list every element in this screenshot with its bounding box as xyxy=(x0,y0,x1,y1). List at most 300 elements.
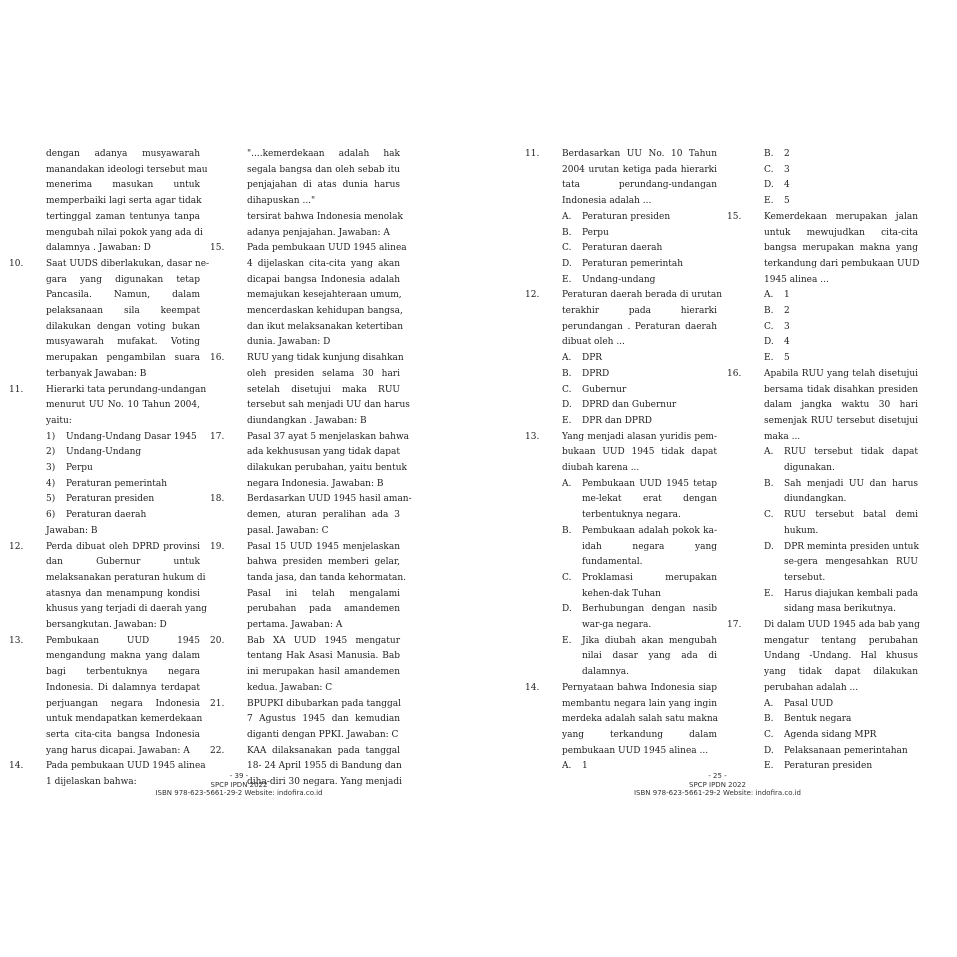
text-line xyxy=(764,509,918,521)
line-text: Undang -Undang. Hal khusus xyxy=(764,651,918,662)
line-text: 18- 24 April 1955 di Bandung dan xyxy=(247,761,402,772)
line-text: untuk mewujudkan cita-cita xyxy=(764,227,918,238)
text-line xyxy=(562,588,717,600)
line-text: khusus yang terjadi di daerah yang xyxy=(46,604,207,615)
option-marker: E. xyxy=(562,274,572,285)
line-text: DPR xyxy=(582,353,603,364)
line-text: 2 xyxy=(784,149,790,159)
text-line xyxy=(562,745,717,757)
text-line xyxy=(764,274,918,286)
line-text: DPR meminta presiden untuk xyxy=(784,541,919,552)
text-line xyxy=(247,650,400,662)
text-line xyxy=(562,399,717,411)
line-text: sidang masa berikutnya. xyxy=(784,604,897,615)
option-marker: B. xyxy=(562,227,572,238)
line-text: Peraturan presiden xyxy=(66,494,155,505)
option-marker: D. xyxy=(764,180,774,191)
line-text: diundangkan . Jawaban: B xyxy=(247,415,367,426)
option-marker: 5) xyxy=(46,494,56,505)
text-line xyxy=(46,368,200,380)
text-line xyxy=(764,289,918,301)
text-line xyxy=(764,164,918,176)
text-line xyxy=(210,635,400,647)
text-line xyxy=(247,336,400,348)
text-line xyxy=(46,666,200,678)
text-line xyxy=(46,572,206,584)
question-number: 22. xyxy=(210,745,225,756)
line-text: bahwa presiden memberi gelar, xyxy=(247,557,400,568)
option-marker: D. xyxy=(764,745,774,756)
line-text: bersangkutan. Jawaban: D xyxy=(46,620,167,630)
line-text: DPR dan DPRD xyxy=(582,415,652,426)
line-text: dibuat oleh ... xyxy=(562,337,625,348)
text-line xyxy=(46,211,200,223)
option-marker: D. xyxy=(562,604,572,615)
line-text: mengandung makna yang dalam xyxy=(46,651,200,662)
line-text: Berdasarkan UUD 1945 hasil aman- xyxy=(247,494,412,505)
question-number: 14. xyxy=(525,682,540,693)
line-text: Pernyataan bahwa Indonesia siap xyxy=(562,682,717,693)
text-line xyxy=(9,258,210,270)
line-text: Indonesia. Di dalamnya terdapat xyxy=(46,682,200,693)
line-text: Peraturan presiden xyxy=(582,211,671,222)
text-line xyxy=(764,478,918,490)
text-line xyxy=(210,493,412,505)
text-line xyxy=(764,745,918,757)
line-text: untuk mendapatkan kemerdekaan xyxy=(46,714,203,725)
line-text: kedua. Jawaban: C xyxy=(247,682,333,693)
line-text: serta cita-cita bangsa Indonesia xyxy=(46,729,200,740)
line-text: Gubernur xyxy=(582,384,627,395)
option-marker: B. xyxy=(764,149,774,159)
line-text: Jika diubah akan mengubah xyxy=(582,635,717,646)
line-text: memperbaiki lagi serta agar tidak xyxy=(46,196,202,207)
text-line xyxy=(764,352,918,364)
line-text: menurut UU No. 10 Tahun 2004, xyxy=(46,400,200,411)
option-marker: A. xyxy=(562,211,572,222)
line-text: yang harus dicapai. Jawaban: A xyxy=(46,745,190,756)
line-text: diganti dengan PPKI. Jawaban: C xyxy=(247,729,399,740)
text-line xyxy=(247,368,400,380)
line-text: hukum. xyxy=(784,525,819,536)
question-number: 11. xyxy=(525,149,540,159)
question-number: 12. xyxy=(525,290,540,301)
text-line xyxy=(562,352,717,364)
text-line xyxy=(562,509,717,521)
text-line xyxy=(562,541,717,553)
line-text: Agenda sidang MPR xyxy=(784,729,877,740)
text-line xyxy=(46,179,200,191)
footer-title: SPCP IPDN 2022 xyxy=(689,780,746,789)
line-text: idah negara yang xyxy=(582,541,717,552)
line-text: tata perundang-undangan xyxy=(562,180,717,191)
text-line xyxy=(764,242,918,254)
text-line xyxy=(247,258,400,270)
text-line xyxy=(46,399,200,411)
line-text: terkandung dari pembukaan UUD xyxy=(764,258,920,269)
line-text: dan Gubernur untuk xyxy=(46,557,200,568)
text-line xyxy=(9,635,200,647)
line-text: Peraturan daerah berada di urutan xyxy=(562,290,723,301)
question-number: 15. xyxy=(727,211,742,222)
text-line xyxy=(562,556,717,568)
text-line xyxy=(210,242,407,254)
text-line xyxy=(46,478,200,490)
line-text: RUU yang tidak kunjung disahkan xyxy=(247,353,404,364)
line-text: Pada pembukaan UUD 1945 alinea xyxy=(46,761,206,772)
text-line xyxy=(764,493,918,505)
text-line xyxy=(764,321,918,333)
text-line xyxy=(46,321,200,333)
line-text: bukaan UUD 1945 tidak dapat xyxy=(562,447,717,458)
option-marker: D. xyxy=(764,337,774,348)
line-text: 5 xyxy=(784,196,790,207)
text-line xyxy=(562,698,717,710)
footer-title: SPCP IPDN 2022 xyxy=(210,780,268,789)
line-text: RUU tersebut tidak dapat xyxy=(784,447,918,458)
line-text: merdeka adalah salah satu makna xyxy=(562,714,718,725)
option-marker: A. xyxy=(764,290,774,301)
text-line xyxy=(764,588,918,600)
line-text: 1 xyxy=(784,290,790,301)
text-line xyxy=(525,289,723,301)
line-text: 1 xyxy=(582,761,588,772)
text-line xyxy=(46,274,200,286)
text-line xyxy=(764,698,918,710)
text-line xyxy=(562,195,717,207)
line-text: membantu negara lain yang ingin xyxy=(562,698,717,709)
option-marker: B. xyxy=(764,714,774,725)
line-text: Perpu xyxy=(66,463,93,473)
line-text: gara yang digunakan tetap xyxy=(46,274,200,285)
text-line xyxy=(247,179,400,191)
text-line xyxy=(525,148,717,160)
text-line xyxy=(247,572,407,584)
text-line xyxy=(46,493,200,505)
option-marker: B. xyxy=(562,525,572,536)
left-page-footer xyxy=(0,772,478,798)
question-number: 19. xyxy=(210,541,225,552)
option-marker: A. xyxy=(562,478,572,489)
option-marker: 1) xyxy=(46,431,56,442)
option-marker: E. xyxy=(764,588,774,599)
line-text: dilakukan perubahan, yaitu bentuk xyxy=(247,463,407,473)
text-line xyxy=(562,635,717,647)
text-line xyxy=(247,148,400,160)
text-line xyxy=(247,321,404,333)
text-line xyxy=(562,666,717,678)
text-line xyxy=(46,745,200,757)
line-text: perubahan pada amandemen xyxy=(247,604,400,615)
line-text: Pasal 37 ayat 5 menjelaskan bahwa xyxy=(247,431,410,442)
text-line xyxy=(210,541,400,553)
text-line xyxy=(46,336,200,348)
text-line xyxy=(764,179,918,191)
question-number: 15. xyxy=(210,243,225,254)
option-marker: D. xyxy=(764,541,774,552)
option-marker: D. xyxy=(562,258,572,269)
line-text: Undang-Undang Dasar 1945 xyxy=(66,431,197,442)
text-line xyxy=(562,446,717,458)
line-text: 4 xyxy=(784,337,790,348)
text-line xyxy=(46,305,200,317)
right-page-footer xyxy=(478,772,957,798)
text-line xyxy=(247,462,407,474)
line-text: Pembukaan UUD 1945 tetap xyxy=(582,478,717,489)
line-text: Di dalam UUD 1945 ada bab yang xyxy=(764,620,920,630)
text-line xyxy=(247,195,400,207)
line-text: terakhir pada hierarki xyxy=(562,306,717,316)
text-line xyxy=(247,713,400,725)
text-line xyxy=(562,729,717,741)
text-line xyxy=(727,211,918,223)
line-text: tersebut sah menjadi UU dan harus xyxy=(247,400,410,411)
text-line xyxy=(46,729,200,741)
text-line xyxy=(562,760,717,772)
line-text: digunakan. xyxy=(784,463,835,473)
option-marker: B. xyxy=(764,478,774,489)
text-line xyxy=(764,760,918,772)
text-line xyxy=(247,478,400,490)
text-line xyxy=(562,211,717,223)
question-number: 17. xyxy=(727,620,742,630)
text-line xyxy=(764,446,918,458)
text-line xyxy=(46,415,200,427)
line-text: diundangkan. xyxy=(784,494,847,505)
line-text: Pembukaan UUD 1945 xyxy=(46,635,200,646)
text-line xyxy=(247,619,400,631)
line-text: Peraturan presiden xyxy=(784,761,873,772)
line-text: Saat UUDS diberlakukan, dasar ne- xyxy=(46,258,210,269)
line-text: yang tidak dapat dilakukan xyxy=(764,667,918,678)
text-line xyxy=(46,227,203,239)
text-line xyxy=(46,352,200,364)
text-line xyxy=(247,509,400,521)
question-number: 18. xyxy=(210,494,225,505)
line-text: mengubah nilai pokok yang ada di xyxy=(46,227,203,238)
footer-isbn: ISBN 978-623-5661-29-2 Website: indofira.co.id xyxy=(155,789,323,797)
text-line xyxy=(9,760,206,772)
text-line xyxy=(247,588,400,600)
text-line xyxy=(9,541,200,553)
text-line xyxy=(46,509,200,521)
text-line xyxy=(562,650,717,662)
text-line xyxy=(46,603,207,615)
text-line xyxy=(46,148,200,160)
line-text: Perda dibuat oleh DPRD provinsi xyxy=(46,541,200,552)
option-marker: E. xyxy=(562,635,572,646)
footer-isbn: ISBN 978-623-5661-29-2 Website: indofira.co.id xyxy=(633,789,801,797)
line-text: tanda jasa, dan tanda kehormatan. xyxy=(247,572,407,583)
line-text: tentang Hak Asasi Manusia. Bab xyxy=(247,651,400,662)
line-text: Pada pembukaan UUD 1945 alinea xyxy=(247,243,407,254)
text-line xyxy=(247,415,400,427)
page-number: - 25 - xyxy=(708,772,727,780)
line-text: bagi terbentuknya negara xyxy=(46,667,200,678)
question-number: 12. xyxy=(9,541,24,552)
text-line xyxy=(46,650,200,662)
text-line xyxy=(562,305,717,317)
line-text: perundangan . Peraturan daerah xyxy=(562,321,717,332)
option-marker: 6) xyxy=(46,510,56,521)
option-marker: A. xyxy=(764,698,774,709)
option-marker: E. xyxy=(764,196,774,207)
line-text: dunia. Jawaban: D xyxy=(247,337,331,348)
line-text: perjuangan negara Indonesia xyxy=(46,698,200,709)
text-line xyxy=(46,195,200,207)
line-text: fundamental. xyxy=(582,557,643,568)
line-text: oleh presiden selama 30 hari xyxy=(247,368,400,379)
line-text: Peraturan daerah xyxy=(66,510,147,521)
line-text: terbanyak Jawaban: B xyxy=(46,368,147,379)
option-marker: C. xyxy=(764,510,774,521)
text-line xyxy=(46,462,200,474)
line-text: nilai dasar yang ada di xyxy=(582,651,717,662)
line-text: RUU tersebut batal demi xyxy=(784,510,918,521)
line-text: "....kemerdekaan adalah hak xyxy=(247,149,400,159)
line-text: 1945 alinea ... xyxy=(764,274,829,285)
option-marker: B. xyxy=(562,368,572,379)
line-text: memajukan kesejahteraan umum, xyxy=(247,290,402,301)
text-line xyxy=(562,462,717,474)
option-marker: C. xyxy=(764,321,774,332)
text-line xyxy=(562,525,717,537)
text-line xyxy=(727,368,918,380)
line-text: Pancasila. Namun, dalam xyxy=(46,290,200,301)
line-text: adanya penjajahan. Jawaban: A xyxy=(247,227,390,238)
line-text: DPRD xyxy=(582,368,610,379)
line-text: diha-diri 30 negara. Yang menjadi xyxy=(247,777,402,787)
line-text: pertama. Jawaban: A xyxy=(247,620,343,630)
line-text: setelah disetujui maka RUU xyxy=(247,384,400,395)
text-line xyxy=(247,556,400,568)
option-marker: E. xyxy=(764,761,774,772)
text-line xyxy=(46,525,200,537)
line-text: perubahan adalah ... xyxy=(764,682,859,693)
text-line xyxy=(247,227,400,239)
line-text: 5 xyxy=(784,353,790,364)
line-text: Peraturan pemerintah xyxy=(66,478,168,489)
text-line xyxy=(210,745,400,757)
line-text: negara Indonesia. Jawaban: B xyxy=(247,478,384,489)
text-line xyxy=(247,760,400,772)
line-text: semenjak RUU tersebut disetujui xyxy=(764,415,918,426)
text-line xyxy=(562,619,717,631)
line-text: Apabila RUU yang telah disetujui xyxy=(764,368,918,379)
line-text: pembukaan UUD 1945 alinea ... xyxy=(562,745,709,756)
text-line xyxy=(562,713,717,725)
text-line xyxy=(46,289,200,301)
line-text: segala bangsa dan oleh sebab itu xyxy=(247,164,400,175)
option-marker: E. xyxy=(562,415,572,426)
text-line xyxy=(46,619,200,631)
text-line xyxy=(210,352,404,364)
line-text: ada kekhususan yang tidak dapat xyxy=(247,447,400,458)
line-text: Indonesia adalah ... xyxy=(562,196,652,207)
text-line xyxy=(764,556,918,568)
text-line xyxy=(764,603,918,615)
text-line xyxy=(247,729,400,741)
line-text: bersama tidak disahkan presiden xyxy=(764,384,918,395)
line-text: dalamnya . Jawaban: D xyxy=(46,243,151,254)
line-text: dilakukan dengan voting bukan xyxy=(46,321,200,332)
line-text: Jawaban: B xyxy=(46,525,98,536)
line-text: dan ikut melaksanakan ketertiban xyxy=(247,321,404,332)
text-line xyxy=(764,258,918,270)
question-number: 13. xyxy=(9,635,24,646)
text-line xyxy=(562,179,717,191)
text-line xyxy=(562,493,717,505)
text-line xyxy=(247,446,400,458)
line-text: Harus diajukan kembali pada xyxy=(784,588,919,599)
text-line xyxy=(562,164,717,176)
question-number: 10. xyxy=(9,258,24,269)
text-line xyxy=(46,588,200,600)
text-line xyxy=(764,572,918,584)
line-text: Berdasarkan UU No. 10 Tahun xyxy=(562,149,717,159)
line-text: me-lekat erat dengan xyxy=(582,494,717,505)
text-line xyxy=(764,227,918,239)
line-text: 3 xyxy=(784,164,790,175)
line-text: atasnya dan menampung kondisi xyxy=(46,588,200,599)
text-line xyxy=(247,211,403,223)
option-marker: A. xyxy=(562,353,572,364)
text-line xyxy=(764,148,918,160)
line-text: dalam jangka waktu 30 hari xyxy=(764,400,918,411)
option-marker: C. xyxy=(764,164,774,175)
text-line xyxy=(764,336,918,348)
line-text: Pelaksanaan pemerintahan xyxy=(784,745,908,756)
text-line xyxy=(562,572,717,584)
line-text: Peraturan pemerintah xyxy=(582,258,684,269)
option-marker: C. xyxy=(562,572,572,583)
line-text: Sah menjadi UU dan harus xyxy=(784,478,918,489)
option-marker: 2) xyxy=(46,447,56,458)
line-text: Bentuk negara xyxy=(784,714,852,725)
question-number: 21. xyxy=(210,698,225,709)
line-text: Hierarki tata perundang-undangan xyxy=(46,384,207,395)
question-number: 17. xyxy=(210,431,225,442)
left-page xyxy=(0,0,478,957)
line-text: tersebut. xyxy=(784,572,826,583)
line-text: melaksanakan peraturan hukum di xyxy=(46,572,206,583)
text-line xyxy=(764,431,918,443)
line-text: 4 xyxy=(784,180,790,191)
line-text: diubah karena ... xyxy=(562,463,640,473)
line-text: Perpu xyxy=(582,227,609,238)
text-line xyxy=(764,713,918,725)
text-line xyxy=(46,446,200,458)
option-marker: A. xyxy=(562,761,572,772)
line-text: KAA dilaksanakan pada tanggal xyxy=(247,745,400,756)
line-text: Undang-Undang xyxy=(66,447,142,458)
text-line xyxy=(764,415,918,427)
text-line xyxy=(525,431,717,443)
text-line xyxy=(247,682,400,694)
line-text: 3 xyxy=(784,321,790,332)
line-text: mengatur tentang perubahan xyxy=(764,635,918,646)
text-line xyxy=(562,321,717,333)
question-number: 11. xyxy=(9,384,24,395)
text-line xyxy=(46,698,200,710)
text-line xyxy=(562,242,717,254)
line-text: menerima masukan untuk xyxy=(46,180,200,191)
line-text: Proklamasi merupakan xyxy=(582,572,717,583)
line-text: kehen-dak Tuhan xyxy=(582,588,661,599)
option-marker: B. xyxy=(764,306,774,316)
right-page xyxy=(478,0,957,957)
line-text: maka ... xyxy=(764,431,801,442)
